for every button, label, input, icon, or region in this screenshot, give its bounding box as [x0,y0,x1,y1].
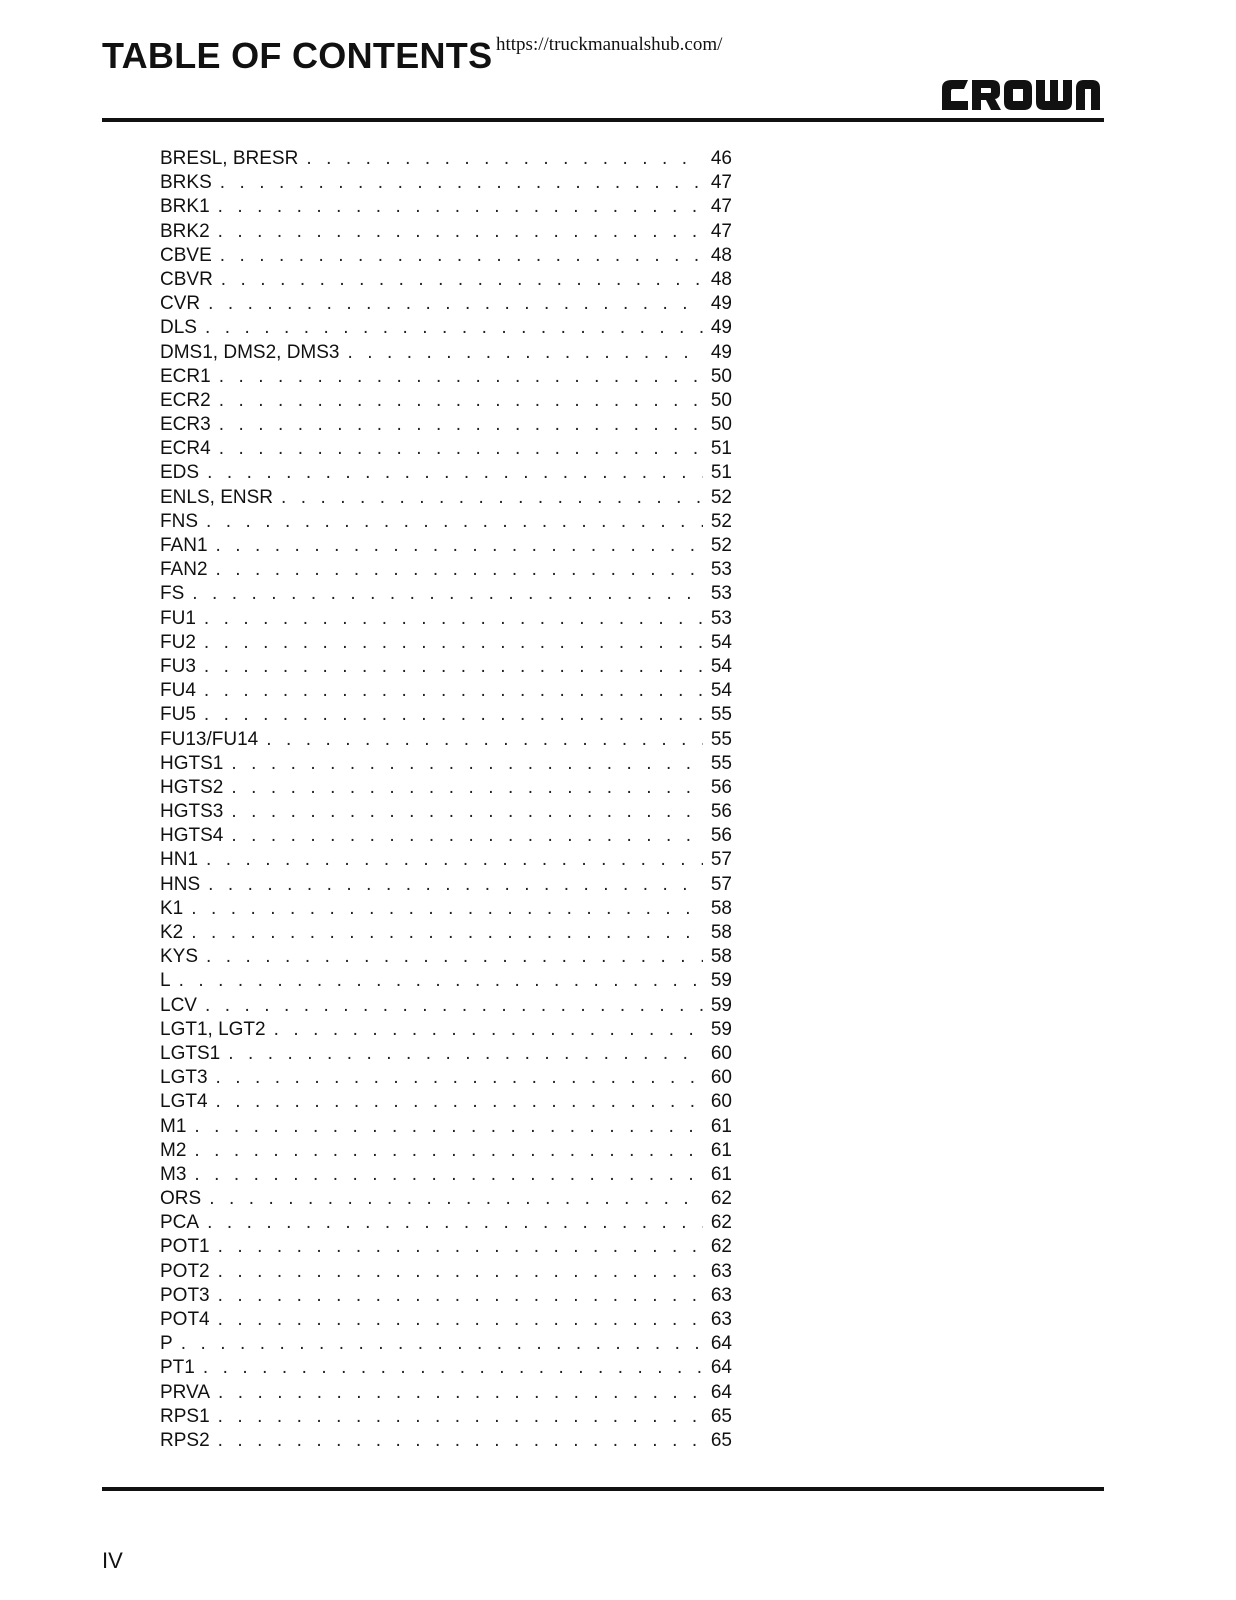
toc-leader-dots [205,994,703,1018]
toc-entry-page: 62 [710,1188,732,1210]
toc-entry-name: HGTS4 [160,825,224,847]
toc-entry[interactable] [160,316,732,340]
toc-leader-dots [194,1115,702,1139]
toc-leader-dots [231,824,703,848]
toc-entry-name: POT4 [160,1309,210,1330]
toc-entry-name: FU5 [160,704,196,726]
toc-entry-page: 54 [710,655,732,677]
toc-leader-dots [207,461,703,485]
toc-leader-dots [281,486,703,510]
toc-entry-name: M2 [160,1139,187,1161]
toc-entry-name: HGTS3 [160,801,224,823]
toc-entry[interactable] [160,969,732,993]
toc-leader-dots [218,1235,703,1259]
toc-leader-dots [218,1429,703,1453]
toc-leader-dots [231,776,703,800]
toc-leader-dots [204,607,703,631]
toc-entry[interactable] [160,558,732,582]
toc-entry[interactable] [160,1356,732,1380]
toc-entry[interactable] [160,921,732,945]
toc-entry-page: 46 [710,148,732,169]
toc-entry-name: POT3 [160,1284,210,1306]
toc-leader-dots [306,147,703,171]
toc-entry-page: 54 [710,680,732,702]
toc-entry-name: BRK2 [160,220,210,242]
toc-entry-name: POT2 [160,1260,210,1282]
toc-entry-name: FS [160,583,185,605]
toc-entry[interactable] [160,171,732,195]
toc-entry[interactable] [160,1066,732,1090]
toc-entry[interactable] [160,776,732,800]
toc-entry-page: 56 [710,801,732,823]
toc-entry[interactable] [160,510,732,534]
toc-entry-page: 52 [710,486,732,508]
toc-entry[interactable] [160,1284,732,1308]
toc-entry-name: POT1 [160,1236,210,1258]
toc-entry[interactable] [160,582,732,606]
toc-entry[interactable] [160,824,732,848]
toc-entry-page: 64 [710,1357,732,1379]
toc-entry-page: 57 [710,849,732,871]
toc-entry-page: 63 [710,1309,732,1330]
toc-leader-dots [208,873,703,897]
toc-entry[interactable] [160,292,732,316]
toc-entry[interactable] [160,486,732,510]
toc-leader-dots [205,316,703,340]
toc-leader-dots [274,1018,703,1042]
toc-entry-name: ECR4 [160,438,211,460]
toc-entry-page: 50 [710,365,732,387]
toc-entry-name: LGT4 [160,1091,208,1113]
toc-entry[interactable] [160,655,732,679]
toc-entry-page: 60 [710,1091,732,1113]
toc-entry-page: 65 [710,1429,732,1451]
toc-leader-dots [194,1163,702,1187]
toc-leader-dots [216,1066,703,1090]
toc-entry-page: 63 [710,1284,732,1306]
toc-entry[interactable] [160,945,732,969]
toc-entry-page: 53 [710,583,732,605]
toc-entry-page: 55 [710,728,732,750]
toc-leader-dots [216,558,703,582]
toc-leader-dots [228,1042,703,1066]
toc-leader-dots [192,582,703,606]
toc-entry-name: CBVE [160,244,212,266]
toc-entry-name: FU1 [160,607,196,629]
toc-leader-dots [218,1260,703,1284]
toc-entry-name: FU2 [160,631,196,653]
toc-entry-page: 56 [710,776,732,798]
toc-entry-page: 55 [710,752,732,774]
toc-entry-name: DLS [160,317,197,339]
toc-entry-page: 51 [710,462,732,484]
toc-entry-name: BRKS [160,172,212,194]
toc-entry[interactable] [160,1211,732,1235]
toc-leader-dots [219,389,703,413]
toc-entry-page: 60 [710,1042,732,1064]
toc-leader-dots [181,1332,703,1356]
toc-entry-page: 47 [710,172,732,194]
toc-entry[interactable] [160,1115,732,1139]
toc-leader-dots [204,679,703,703]
toc-entry-name: PCA [160,1212,200,1234]
toc-entry-page: 61 [710,1163,732,1185]
crown-logo [940,76,1102,112]
toc-entry[interactable] [160,631,732,655]
toc-entry-page: 59 [710,1018,732,1040]
toc-entry-name: K1 [160,897,184,919]
toc-leader-dots [206,848,703,872]
toc-leader-dots [209,1187,703,1211]
toc-leader-dots [216,534,703,558]
toc-entry-name: LGTS1 [160,1042,221,1064]
toc-entry-page: 58 [710,897,732,919]
toc-entry-page: 64 [710,1381,732,1403]
toc-entry-page: 47 [710,220,732,242]
toc-entry-name: M3 [160,1163,187,1185]
watermark-url[interactable]: https://truckmanualshub.com/ [496,34,723,55]
toc-leader-dots [219,437,703,461]
toc-entry-page: 49 [710,293,732,315]
toc-entry[interactable] [160,1018,732,1042]
toc-leader-dots [208,292,703,316]
toc-entry-name: CVR [160,293,201,315]
toc-leader-dots [221,268,703,292]
toc-entry-page: 52 [710,510,732,532]
toc-entry-page: 61 [710,1139,732,1161]
toc-entry-name: ENLS, ENSR [160,486,273,508]
toc-leader-dots [216,1090,703,1114]
toc-entry[interactable] [160,897,732,921]
toc-entry-page: 54 [710,631,732,653]
toc-entry-name: RPS2 [160,1429,210,1451]
toc-entry-name: CBVR [160,268,213,290]
toc-entry[interactable] [160,1381,732,1405]
toc-entry[interactable] [160,848,732,872]
toc-entry-page: 62 [710,1212,732,1234]
footer-rule [102,1487,1104,1491]
page-number: IV [102,1548,123,1573]
toc-entry[interactable] [160,534,732,558]
toc-entry[interactable] [160,728,732,752]
header-rule [102,118,1104,122]
toc-leader-dots [179,969,703,993]
toc-entry-name: PRVA [160,1381,210,1403]
toc-entry-name: FAN1 [160,535,208,556]
toc-entry-name: BRK1 [160,196,210,218]
toc-entry[interactable] [160,365,732,389]
toc-entry-page: 56 [710,825,732,847]
toc-entry[interactable] [160,341,732,365]
toc-entry-page: 51 [710,438,732,460]
toc-entry-name: HGTS1 [160,752,224,774]
toc-entry[interactable] [160,413,732,437]
toc-leader-dots [231,752,703,776]
toc-entry-page: 59 [710,970,732,992]
toc-entry[interactable] [160,437,732,461]
toc-entry[interactable] [160,752,732,776]
toc-leader-dots [218,1284,703,1308]
toc-entry-name: DMS1, DMS2, DMS3 [160,341,340,363]
toc-entry-page: 48 [710,244,732,266]
toc-entry[interactable] [160,1235,732,1259]
toc-entry-name: KYS [160,946,199,968]
toc-entry-page: 65 [710,1405,732,1427]
toc-leader-dots [203,1356,703,1380]
toc-entry-page: 50 [710,414,732,436]
toc-entry[interactable] [160,1139,732,1163]
toc-entry[interactable] [160,1260,732,1284]
toc-entry-name: HNS [160,873,201,895]
toc-leader-dots [207,1211,703,1235]
toc-leader-dots [219,365,703,389]
toc-entry-name: FU4 [160,680,196,702]
toc-entry-name: PT1 [160,1357,195,1379]
toc-entry-page: 55 [710,704,732,726]
toc-entry-name: M1 [160,1115,187,1137]
toc-entry[interactable] [160,1163,732,1187]
toc-entry-page: 64 [710,1333,732,1355]
toc-leader-dots [194,1139,702,1163]
toc-entry-page: 61 [710,1115,732,1137]
toc-entry-name: EDS [160,462,200,484]
toc-entry-name: ECR3 [160,414,211,436]
toc-entry-page: 62 [710,1236,732,1258]
toc-entry[interactable] [160,1332,732,1356]
toc-entry-page: 60 [710,1067,732,1089]
toc-entry-page: 58 [710,922,732,943]
toc-leader-dots [204,703,703,727]
toc-leader-dots [206,510,703,534]
toc-leader-dots [218,220,703,244]
toc-entry[interactable] [160,220,732,244]
toc-entry[interactable] [160,1429,732,1453]
toc-leader-dots [191,897,703,921]
toc-entry-page: 49 [710,317,732,339]
toc-entry-page: 59 [710,994,732,1016]
toc-entry[interactable] [160,244,732,268]
toc-entry-page: 48 [710,268,732,290]
toc-entry-page: 47 [710,196,732,218]
toc-entry-name: FAN2 [160,559,208,581]
toc-entry[interactable] [160,1187,732,1211]
toc-leader-dots [347,341,702,365]
toc-list [160,147,732,1453]
toc-entry[interactable] [160,461,732,485]
toc-leader-dots [218,1381,703,1405]
toc-leader-dots [206,945,703,969]
toc-entry-name: LCV [160,994,197,1016]
toc-entry-page: 53 [710,607,732,629]
toc-leader-dots [231,800,703,824]
toc-entry-name: K2 [160,922,184,943]
toc-entry[interactable] [160,873,732,897]
toc-entry-name: FU13/FU14 [160,728,259,750]
toc-leader-dots [220,244,703,268]
toc-entry-page: 52 [710,535,732,556]
toc-entry[interactable] [160,195,732,219]
toc-entry-name: LGT1, LGT2 [160,1018,266,1040]
toc-leader-dots [218,1308,703,1332]
page-title: TABLE OF CONTENTS [102,35,493,76]
toc-entry[interactable] [160,147,732,171]
toc-entry[interactable] [160,1042,732,1066]
toc-entry-name: HGTS2 [160,776,224,798]
toc-leader-dots [191,921,703,945]
toc-entry-name: HN1 [160,849,199,871]
toc-entry[interactable] [160,1308,732,1332]
toc-entry[interactable] [160,1090,732,1114]
toc-entry[interactable] [160,679,732,703]
toc-entry[interactable] [160,994,732,1018]
toc-entry-page: 57 [710,873,732,895]
toc-entry-page: 50 [710,389,732,411]
toc-entry-page: 49 [710,341,732,363]
toc-leader-dots [218,195,703,219]
toc-entry[interactable] [160,1405,732,1429]
toc-entry[interactable] [160,268,732,292]
toc-entry-name: FU3 [160,655,196,677]
toc-entry-name: L [160,970,171,992]
toc-entry-name: ECR2 [160,389,211,411]
toc-leader-dots [204,655,703,679]
toc-entry-name: FNS [160,510,198,532]
toc-entry[interactable] [160,703,732,727]
toc-entry[interactable] [160,800,732,824]
toc-entry-name: RPS1 [160,1405,210,1427]
toc-entry-page: 58 [710,946,732,968]
toc-entry-page: 63 [710,1260,732,1282]
toc-entry-name: P [160,1333,173,1355]
toc-entry-page: 53 [710,559,732,581]
toc-entry-name: ECR1 [160,365,211,387]
toc-entry-name: LGT3 [160,1067,208,1089]
toc-entry[interactable] [160,607,732,631]
toc-entry[interactable] [160,389,732,413]
toc-leader-dots [220,171,703,195]
toc-entry-name: ORS [160,1188,202,1210]
toc-entry-name: BRESL, BRESR [160,148,299,169]
toc-leader-dots [266,728,703,752]
toc-leader-dots [204,631,703,655]
toc-leader-dots [218,1405,703,1429]
toc-leader-dots [219,413,703,437]
